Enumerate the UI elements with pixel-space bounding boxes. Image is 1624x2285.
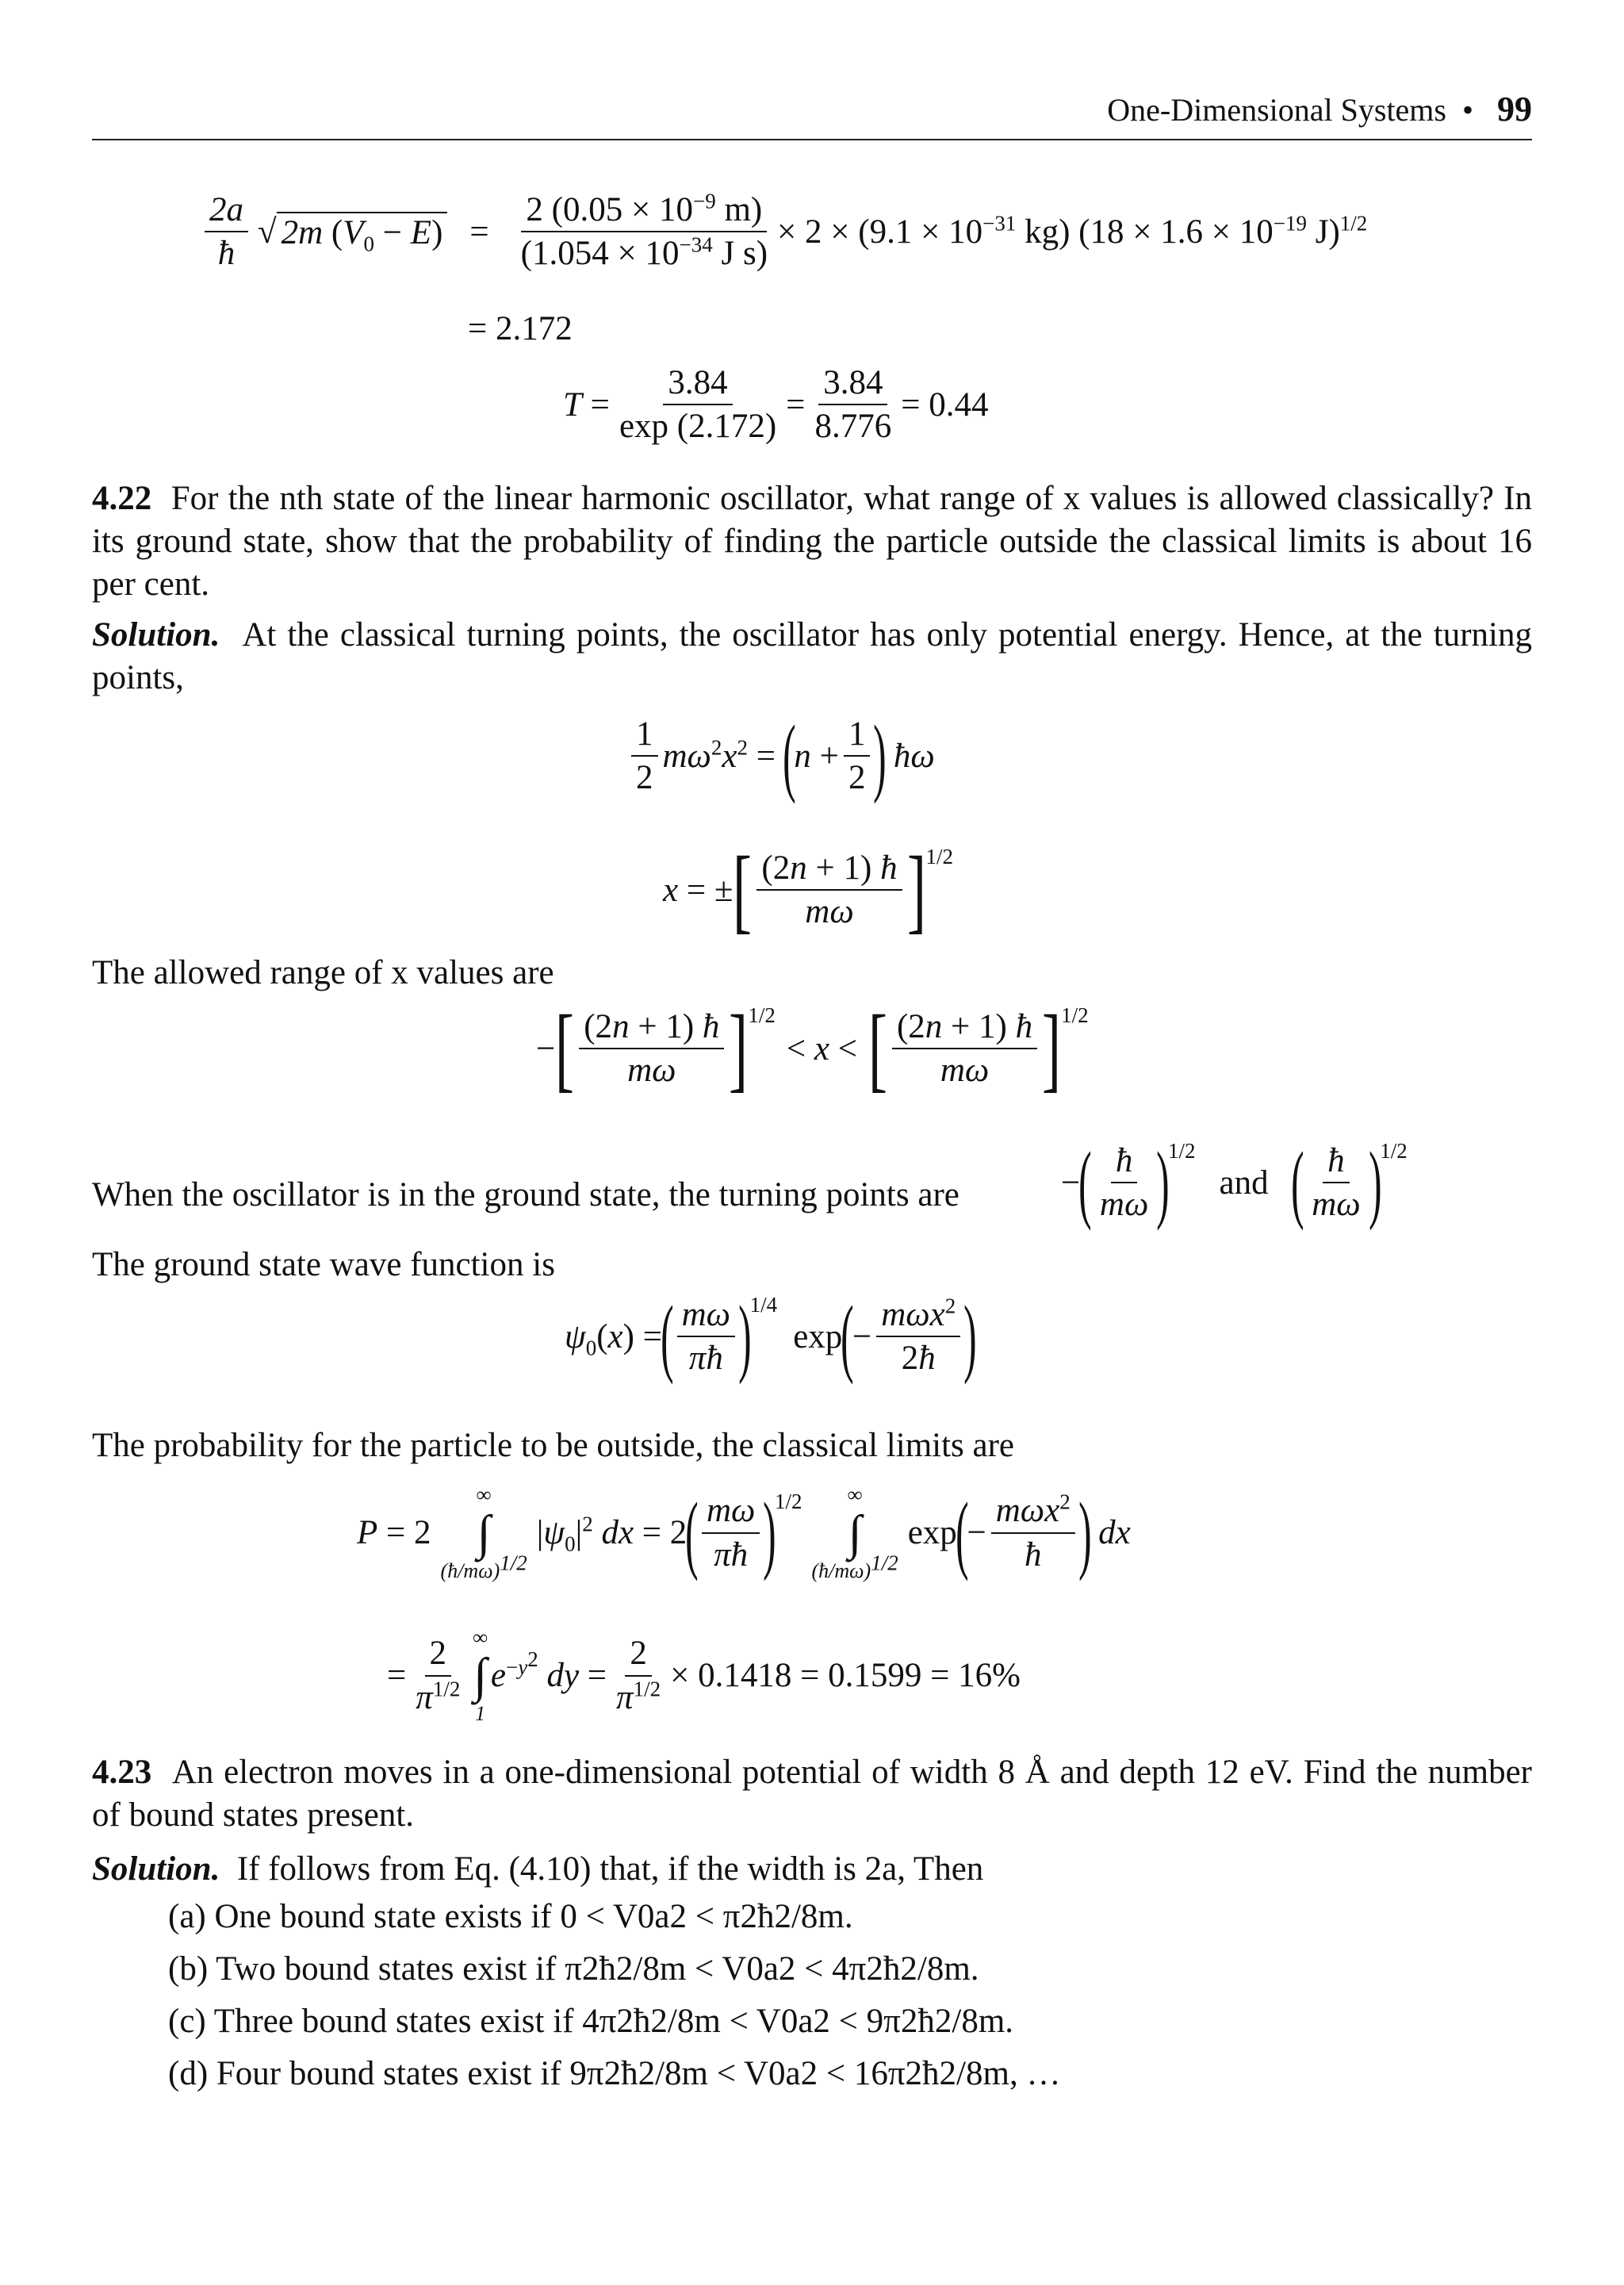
problem-number: 4.22 [92,480,152,517]
solution-label: Solution. [92,1850,220,1888]
list-item: (c) Three bound states exist if 4π2ħ2/8m < V0a2 < 9π2ħ2/8m. [168,2003,1014,2040]
header-rule [92,139,1532,140]
solution-label: Solution. [92,616,220,654]
equation-x-solution: x = ± [ $\frac{(2n + 1) ħ}{m\omega}$ ] $^{1/2}$ [663,837,954,942]
equation-turning-point: $\frac{1}{2}$ $m\omega^2x^2$ = ( n + $\frac{1}{2}$ ) ħω [626,712,935,799]
fraction-2a-over-hbar: $\frac{2a}{ħ}$ [205,190,248,274]
page-number: 99 [1497,90,1532,128]
and-text: and [1219,1164,1269,1202]
running-header [1107,89,1532,129]
solution-4-23-intro [92,1848,1532,1891]
probability-value: × 0.1418 = 0.1599 = 16% [670,1657,1021,1695]
fraction-width-over-hbar: $\frac{2 (0.05 \times 10^{-9} m)}{(1.054 \times 10^{-34} J s)}$ [520,189,768,273]
problem-4-23 [92,1751,1532,1837]
equation-ground-turning-points: − ( $\frac{ħ}{m\omega}$ ) $^{1/2}$ and ( $\frac{ħ}{m\omega}$ ) $^{1/2}$ [1061,1134,1408,1231]
problem-number: 4.23 [92,1754,152,1791]
list-item: (a) One bound state exists if 0 < V0a2 < π2ħ2/8m. [168,1898,853,1935]
bullet-separator: • [1461,92,1473,128]
equation-transmission: T = $\frac{3.84}{\exp (2.172)}$ = $\frac{3.84}{8.776}$ = 0.44 [563,364,989,446]
equation-barrier-exponent: $\frac{2a}{ħ}$ √ 2m $(V_0 - E)$ = $\frac{2 (0.05 \times 10^{-9} m)}{(1.054 \times 10^{-34} J s)}$ × $2 \times (9.1 \times 10^{-31}$ kg) ($18 \times 1.6 \times 10^{-19}$ J)$^{1/2}$ [200,190,1367,274]
equation-probability-result: = $\frac{2}{\pi^{1/2}}$ ∞ ∫ 1 $e^{-y^2}$ dy = $\frac{2}{\pi^{1/2}}$ × 0.1418 = 0.1599 = 16% [387,1626,1021,1725]
solution-text: At the classical turning points, the oscillator has only potential energy. Hence, at the turning points, [92,616,1532,696]
problem-4-22 [92,477,1532,606]
equation-result-2172: = 2.172 [468,310,573,347]
probability-intro-text: The probability for the particle to be outside, the classical limits are [92,1427,1015,1464]
problem-text: An electron moves in a one-dimensional potential of width 8 Å and depth 12 eV. Find the number of bound states present. [92,1754,1532,1834]
allowed-range-text: The allowed range of x values are [92,954,554,991]
list-item: (d) Four bound states exist if 9π2ħ2/8m < V0a2 < 16π2ħ2/8m, … [168,2055,1061,2092]
problem-text: For the nth state of the linear harmonic oscillator, what range of x values is allowed classically? In its ground state, show that the probability of finding the particle outside the classical limits is about 16 per cent. [92,480,1533,603]
ground-state-turning-points-text: When the oscillator is in the ground state, the turning points are [92,1176,959,1213]
wavefunction-intro-text: The ground state wave function is [92,1246,555,1283]
running-title: One-Dimensional Systems [1107,92,1446,128]
equation-allowed-range: − [ $\frac{(2n + 1) ħ}{m\omega}$ ] $^{1/2}$ < x < [ $\frac{(2n + 1) ħ}{m\omega}$ ] $^{1/2}$ [536,995,1089,1101]
equation-ground-wavefunction: $\psi_0(x)$ = ( $\frac{m\omega}{\pi ħ}$ ) $^{1/4}$ exp ( − $\frac{m\omega x^2}{2ħ}$ ) [565,1288,977,1385]
solution-text: If follows from Eq. (4.10) that, if the width is 2a, Then [236,1850,984,1888]
equation-probability-integral: P = 2 ∞ ∫ (ħ/mω)$^{1/2}$ $|\psi_0|^2$ dx = 2 ( $\frac{m\omega}{\pi ħ}$ ) $^{1/2}$ ∞ ∫ (ħ/mω)$^{1/2}$ exp ( − $\frac{m\omega x^2}{ħ}$ ) dx [357,1483,1131,1582]
list-item: (b) Two bound states exist if π2ħ2/8m < V0a2 < 4π2ħ2/8m. [168,1950,979,1988]
solution-4-22-intro [92,614,1532,700]
